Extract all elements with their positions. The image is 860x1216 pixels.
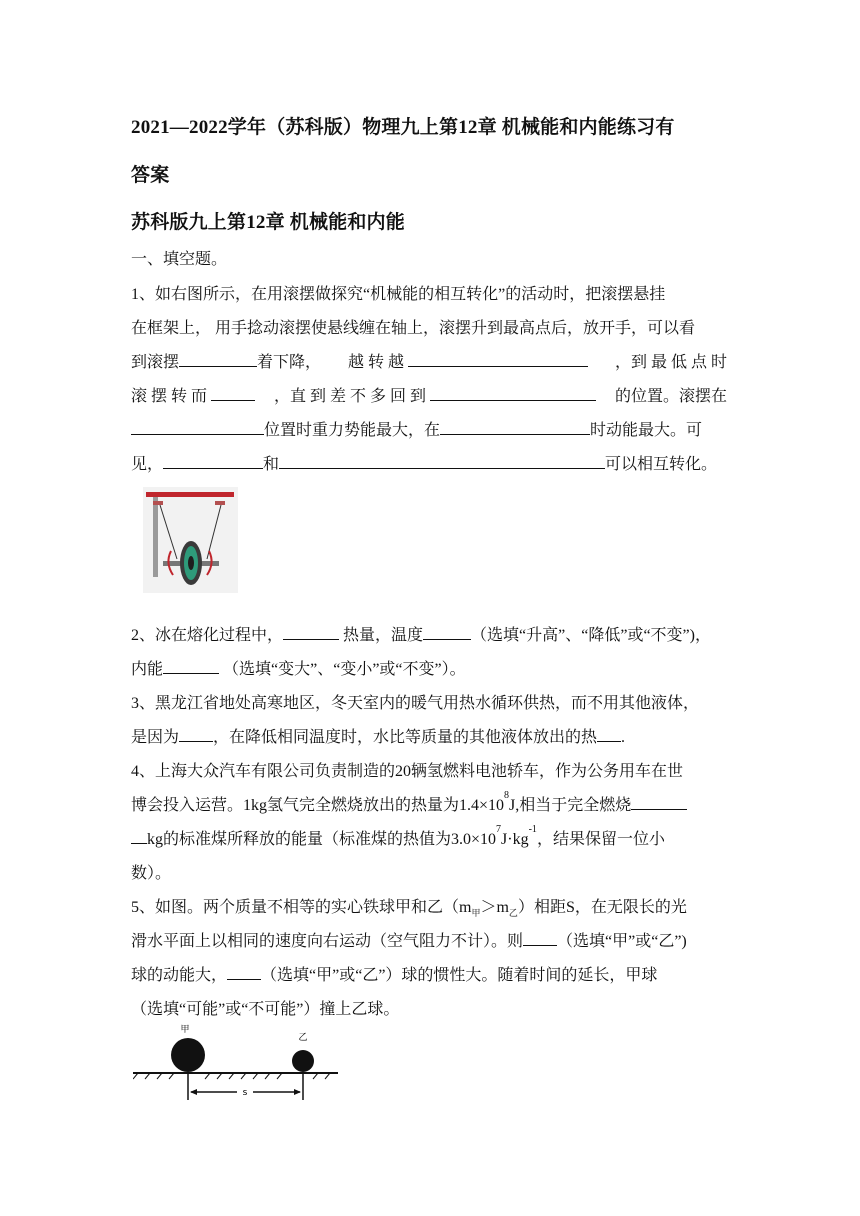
- section-heading: 一、填空题。: [131, 251, 228, 268]
- chapter-subtitle: 苏科版九上第12章 机械能和内能: [131, 212, 405, 233]
- ball-yi-label: 乙: [298, 1033, 308, 1043]
- q1-text: 的位置。滚摆在: [614, 388, 727, 405]
- q1-line-4: [131, 383, 727, 406]
- exponent: 7: [496, 824, 502, 835]
- q2-text: （选填“变大”、“变小”或“不变”）。: [219, 661, 466, 678]
- pendulum-figure: [143, 487, 238, 593]
- subscript: 乙: [508, 908, 518, 919]
- q1-text: 和: [263, 456, 280, 473]
- q5-text: ＞m: [480, 899, 509, 916]
- answer-blank[interactable]: [631, 795, 687, 810]
- q1-line-3: [131, 349, 727, 372]
- answer-blank[interactable]: [597, 727, 621, 742]
- q4-line-4: 数）。: [131, 865, 172, 882]
- q5-line-2: [131, 928, 687, 951]
- q2-text: 内能: [131, 661, 164, 678]
- q5-line-1: [131, 894, 687, 919]
- q5-line-4: （选填“可能”或“不可能”）撞上乙球。: [131, 1001, 400, 1018]
- answer-blank[interactable]: [279, 454, 605, 469]
- q5-text: 滑水平面上以相同的速度向右运动（空气阻力不计）。则: [131, 933, 524, 950]
- arrow-left-icon: [190, 1089, 197, 1095]
- page-title: 2021—2022学年（苏科版）物理九上第12章 机械能和内能练习有: [131, 117, 675, 138]
- q1-text: 时动能最大。可: [590, 422, 703, 439]
- q1-line-6: [131, 451, 717, 474]
- frame-left-post: [153, 497, 158, 577]
- q2-text: （选填“升高”、“降低”或“不变”)，: [471, 627, 711, 644]
- q4-text: 博会投入运营。1kg氢气完全燃烧放出的热量为1.4×10: [131, 797, 505, 814]
- ball-yi: [292, 1050, 314, 1072]
- q2-line-2: [131, 656, 466, 679]
- q4-line-1: 4、上海大众汽车有限公司负责制造的20辆氢燃料电池轿车，作为公务用车在世: [131, 763, 684, 780]
- arrow-right-icon: [294, 1089, 301, 1095]
- exponent: 8: [504, 790, 510, 801]
- frame-left-bracket: [153, 501, 163, 505]
- distance-label: s: [242, 1088, 248, 1098]
- answer-blank[interactable]: [430, 386, 596, 401]
- answer-blank[interactable]: [227, 965, 261, 980]
- answer-blank[interactable]: [408, 352, 588, 367]
- frame-top-bar: [146, 492, 234, 497]
- answer-blank[interactable]: [163, 659, 219, 674]
- q4-text: ，结果保留一位小: [536, 831, 665, 848]
- q5-text: （选填“甲”或“乙”): [557, 933, 687, 950]
- wheel-hub: [188, 556, 194, 570]
- subscript: 甲: [471, 908, 481, 919]
- q1-text: 滚 摆 转 而: [131, 388, 208, 405]
- frame-right-bracket: [215, 501, 225, 505]
- q1-text: 越 转 越: [348, 354, 405, 371]
- q3-line-2: [131, 724, 625, 747]
- q1-text: 可以相互转化。: [605, 456, 718, 473]
- q4-text: J·kg: [501, 831, 529, 848]
- q1-line-5: [131, 417, 702, 440]
- answer-blank[interactable]: [211, 386, 255, 401]
- page-title-continued: 答案: [131, 165, 170, 186]
- q5-text: 5、如图。两个质量不相等的实心铁球甲和乙（m: [131, 899, 472, 916]
- q4-text: kg的标准煤所释放的能量（标准煤的热值为3.0×10: [147, 831, 497, 848]
- q1-line-1: 1、如右图所示，在用滚摆做探究“机械能的相互转化”的活动时，把滚摆悬挂: [131, 286, 666, 303]
- answer-blank[interactable]: [131, 829, 147, 844]
- answer-blank[interactable]: [179, 352, 257, 367]
- q1-line-2: 在框架上， 用手捻动滚摆使悬线缠在轴上，滚摆升到最高点后，放开手，可以看: [131, 320, 696, 337]
- q1-text: 位置时重力势能最大，在: [264, 422, 441, 439]
- answer-blank[interactable]: [440, 420, 590, 435]
- q3-text: ，在降低相同温度时，水比等质量的其他液体放出的热: [213, 729, 598, 746]
- ball-jia-label: 甲: [180, 1025, 190, 1035]
- q3-text: 是因为: [131, 729, 180, 746]
- q4-line-3: [131, 826, 665, 849]
- answer-blank[interactable]: [283, 625, 339, 640]
- q2-line-1: [131, 622, 711, 645]
- q1-text: 着下降，: [257, 354, 322, 371]
- q1-text: ，直 到 差 不 多 回 到: [273, 388, 426, 405]
- q4-line-2: [131, 792, 687, 815]
- q4-text: J,相当于完全燃烧: [509, 797, 632, 814]
- answer-blank[interactable]: [423, 625, 471, 640]
- q1-text: 到滚摆: [131, 354, 180, 371]
- answer-blank[interactable]: [523, 931, 557, 946]
- answer-blank[interactable]: [163, 454, 263, 469]
- q2-text: 2、冰在熔化过程中，: [131, 627, 284, 644]
- exponent: -1: [528, 824, 537, 835]
- q3-line-1: 3、黑龙江省地处高寒地区，冬天室内的暖气用热水循环供热，而不用其他液体，: [131, 695, 700, 712]
- q5-text: ）相距S，在无限长的光: [517, 899, 687, 916]
- q5-line-3: [131, 962, 657, 985]
- q3-text: .: [621, 729, 626, 746]
- answer-blank[interactable]: [179, 727, 213, 742]
- q1-text: 见，: [131, 456, 164, 473]
- answer-blank[interactable]: [131, 420, 264, 435]
- q2-text: 热量，温度: [339, 627, 424, 644]
- q1-text: ，到 最 低 点 时: [614, 354, 727, 371]
- q5-text: 球的动能大，: [131, 967, 228, 984]
- q5-text: （选填“甲”或“乙”）球的惯性大。随着时间的延长，甲球: [261, 967, 658, 984]
- two-balls-figure: [133, 1022, 343, 1102]
- ball-jia: [171, 1038, 205, 1072]
